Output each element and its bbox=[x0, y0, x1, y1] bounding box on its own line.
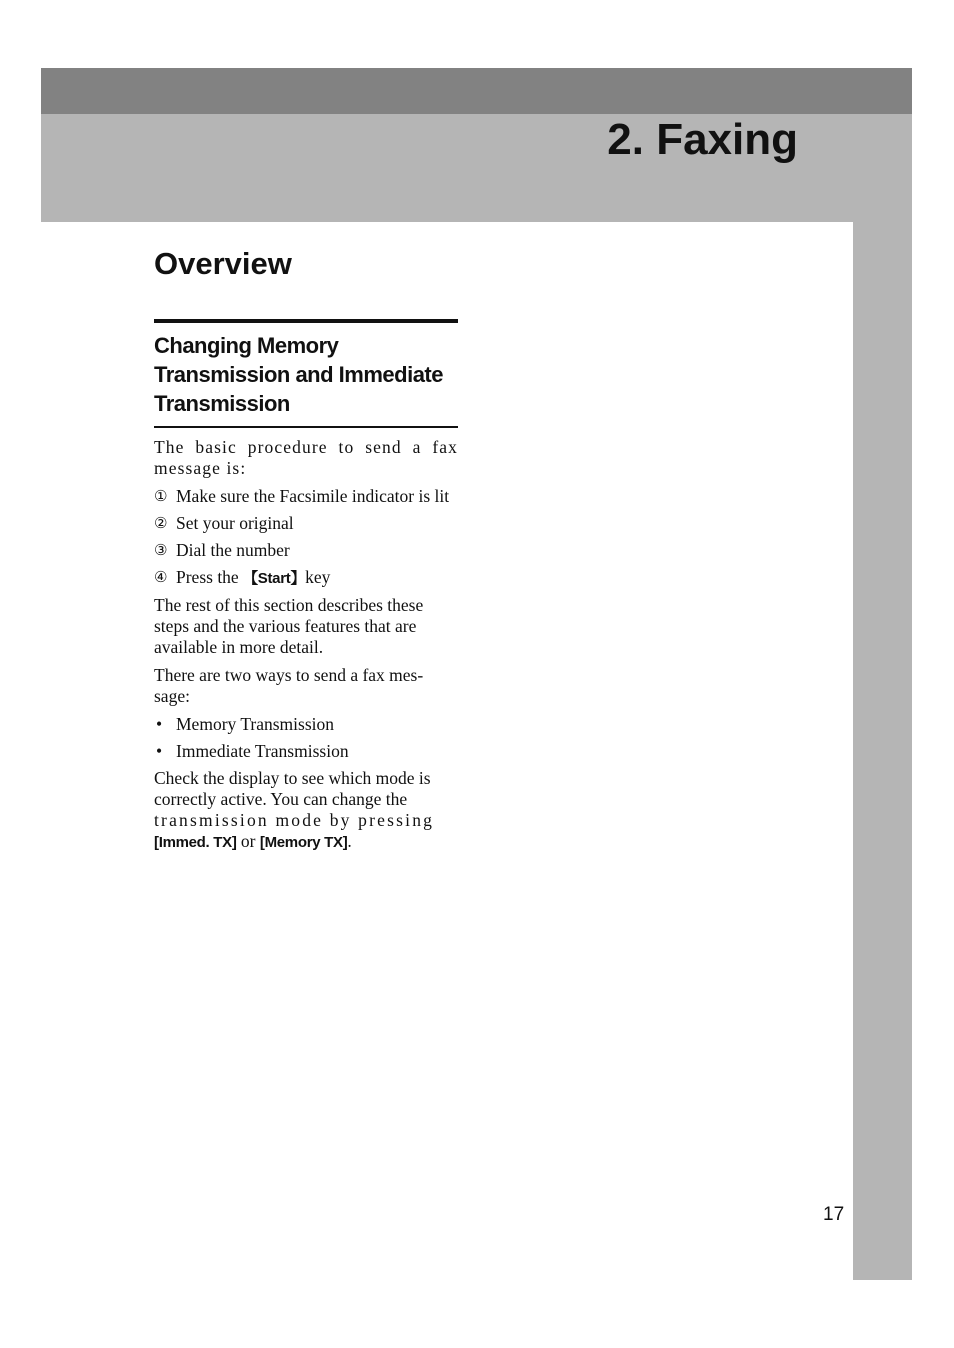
step-item bbox=[154, 486, 458, 507]
immed-tx-key-label: [Immed. TX] bbox=[154, 834, 237, 851]
step-number: ③ bbox=[154, 541, 168, 559]
step-number: ② bbox=[154, 514, 168, 532]
check-paragraph bbox=[154, 768, 458, 853]
chapter-header-dark-band bbox=[41, 68, 912, 114]
subsection-title-line-2: Transmission and Immediate bbox=[154, 362, 443, 387]
period: . bbox=[347, 831, 352, 851]
ways-line-1: There are two ways to send a fax mes- bbox=[154, 665, 424, 685]
bullet-dot: • bbox=[156, 714, 163, 734]
step-item bbox=[154, 513, 458, 534]
subsection-heading-box bbox=[154, 319, 458, 428]
step-text: Make sure the Facsimile indicator is lit bbox=[176, 486, 450, 506]
side-tab-bar bbox=[853, 222, 912, 1280]
step-text-post: key bbox=[305, 567, 331, 587]
chapter-title: 2. Faxing bbox=[607, 115, 798, 164]
intro-paragraph: The basic procedure to send a fax message is: bbox=[154, 437, 458, 478]
step-number: ① bbox=[154, 487, 168, 505]
section-title: Overview bbox=[154, 246, 292, 281]
ways-line-2: sage: bbox=[154, 686, 190, 706]
subsection-title bbox=[154, 331, 458, 418]
step-text-pre: Press the bbox=[176, 567, 244, 587]
step-number: ④ bbox=[154, 568, 168, 586]
step-item bbox=[154, 567, 458, 589]
ways-paragraph bbox=[154, 665, 458, 707]
bullet-text: Immediate Transmission bbox=[176, 741, 349, 761]
step-text: Dial the number bbox=[176, 540, 290, 560]
memory-tx-key-label: [Memory TX] bbox=[259, 834, 348, 851]
step-text bbox=[176, 567, 458, 589]
page-number: 17 bbox=[823, 1204, 845, 1225]
subsection-title-line-1: Changing Memory bbox=[154, 333, 339, 358]
check-text-2: transmission mode by pressing bbox=[154, 810, 435, 830]
bullet-item bbox=[154, 741, 458, 762]
bullet-text: Memory Transmission bbox=[176, 714, 335, 734]
or-word: or bbox=[236, 831, 260, 851]
bullet-item bbox=[154, 714, 458, 735]
check-text-1: Check the display to see which mode is correctly active. You can change the bbox=[154, 768, 431, 809]
step-item bbox=[154, 540, 458, 561]
start-key-label: 【Start】 bbox=[243, 570, 306, 587]
rest-paragraph: The rest of this section describes these steps and the various features that are available in more detail. bbox=[154, 595, 424, 657]
bullet-dot: • bbox=[156, 741, 163, 761]
body-text bbox=[154, 437, 458, 853]
step-text: Set your original bbox=[176, 513, 294, 533]
subsection-title-line-3: Transmission bbox=[154, 391, 290, 416]
main-content bbox=[154, 240, 458, 860]
